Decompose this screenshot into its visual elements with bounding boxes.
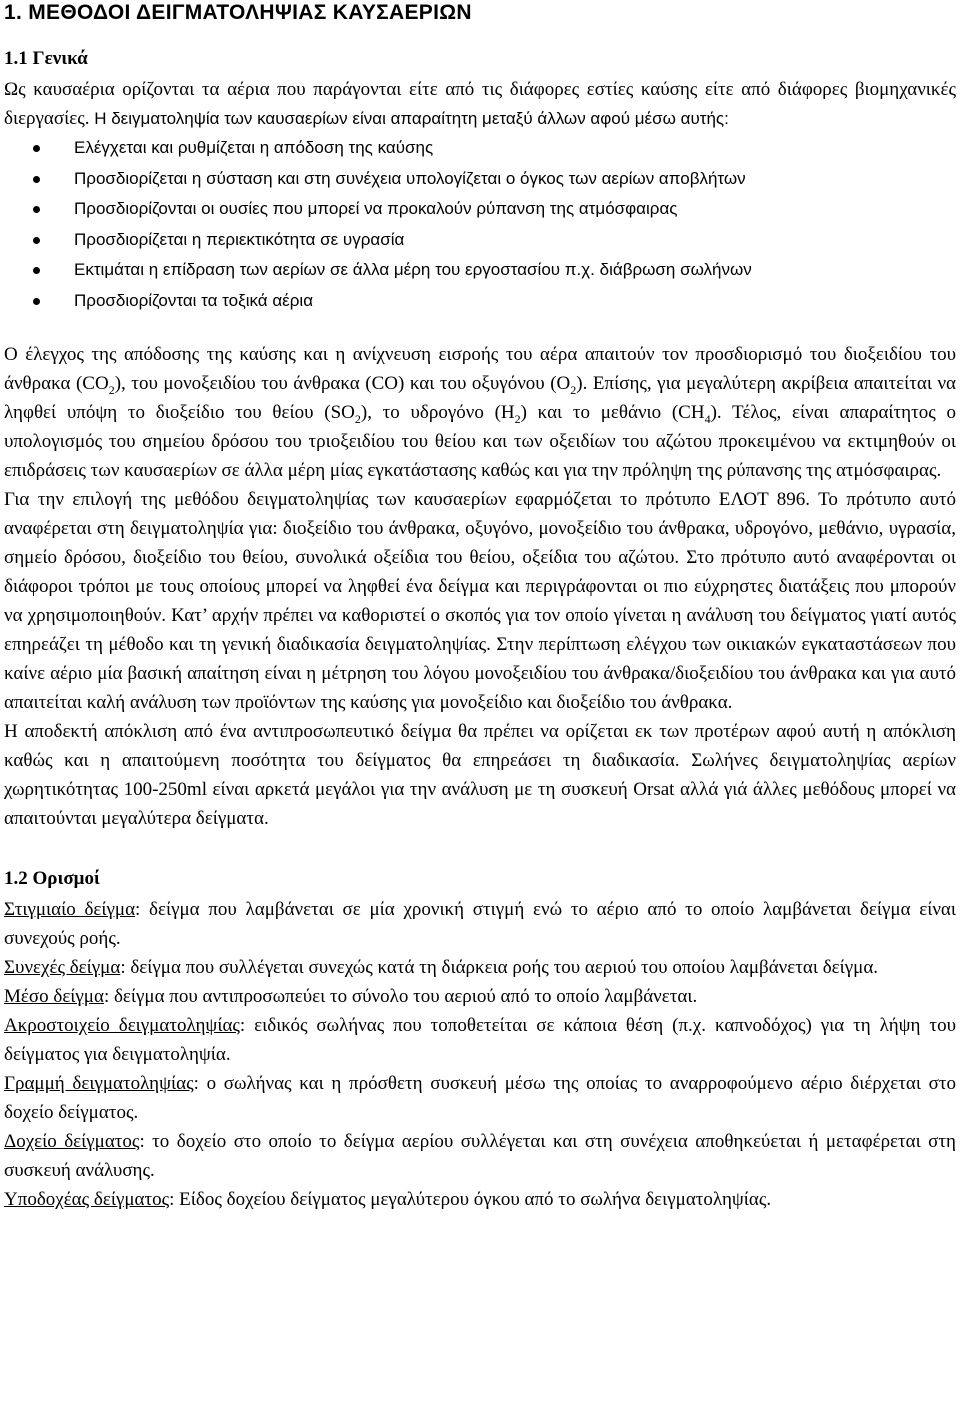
definition-term: Δοχείο δείγματος [4, 1131, 140, 1152]
intro-text-sans: Η δειγματοληψία των καυσαερίων είναι απαραίτητη μεταξύ άλλων αφού μέσω αυτής: [89, 109, 729, 128]
list-item-text: Εκτιμάται η επίδραση των αερίων σε άλλα μέρη του εργοστασίου π.χ. διάβρωση σωλήνων [74, 260, 752, 279]
intro-paragraph [4, 75, 956, 133]
list-item-text: Ελέγχεται και ρυθμίζεται η απόδοση της καύσης [74, 138, 434, 157]
bullet-icon [33, 206, 40, 213]
definition-term: Ακροστοιχείο δειγματοληψίας [4, 1015, 240, 1036]
list-item [4, 133, 956, 164]
list-item-text: Προσδιορίζεται η περιεκτικότητα σε υγρασία [74, 229, 405, 249]
bullet-icon [33, 145, 40, 152]
definition-text: : δείγμα που λαμβάνεται σε μία χρονική στιγμή ενώ το αέριο από το οποίο λαμβάνεται δείγμα είναι συνεχούς ροής. [4, 899, 956, 949]
subscript: 2 [570, 382, 577, 397]
list-item [4, 255, 956, 286]
para-text: Ο έλεγχος της απόδοσης της καύσης και η ανίχνευση εισροής του αέρα απαιτούν τον προσδιορισμό του διοξειδίου του άνθρακα (CO [4, 344, 956, 394]
para-text: ), το υδρογόνο (H [360, 402, 515, 423]
deviation-paragraph: Η αποδεκτή απόκλιση από ένα αντιπροσωπευτικό δείγμα θα πρέπει να ορίζεται εκ των προτέρων αφού αυτή η απόκλιση καθώς και η απαιτούμενη ποσότητα του δείγματος θα επηρεάσει τη διαδικασία. Σωλήνες δειγματοληψίας αερίων χωρητικότητας 100-250ml είναι αρκετά μεγάλοι για την ανάλυση με τη συσκευή Orsat αλλά γιά άλλες μεθόδους μπορεί να απαιτούνται μεγαλύτερα δείγματα. [4, 721, 956, 829]
combustion-control-paragraph [4, 340, 956, 485]
para-text: ) και το μεθάνιο (CH [520, 402, 705, 423]
definition-item [4, 1185, 956, 1214]
paragraph-spacer [4, 316, 956, 340]
list-item-text: Προσδιορίζεται η σύσταση και στη συνέχεια υπολογίζεται ο όγκος των αερίων αποβλήτων [74, 168, 746, 188]
definition-item [4, 982, 956, 1011]
para-text: ), του μονοξειδίου του άνθρακα (CO) και του οξυγόνου (O [114, 373, 571, 394]
chapter-heading: 1. ΜΕΘΟΔΟΙ ΔΕΙΓΜΑΤΟΛΗΨΙΑΣ ΚΑΥΣΑΕΡΙΩΝ [4, 1, 472, 24]
definition-text: : ο σωλήνας και η πρόσθετη συσκευή μέσω της οποίας το αναρροφούμενο αέριο διέρχεται στο δοχείο δείγματος. [4, 1073, 956, 1123]
list-item-text: Προσδιορίζονται τα τοξικά αέρια [74, 290, 314, 310]
bullet-icon [33, 176, 40, 183]
definition-item [4, 1127, 956, 1185]
section-heading-definitions: 1.2 Ορισμοί [4, 868, 100, 889]
definition-term: Μέσο δείγμα [4, 986, 104, 1007]
intro-text-serif: Ως καυσαέρια ορίζονται τα αέρια που παράγονται είτε από τις διάφορες εστίες καύσης είτε από διάφορες βιομηχανικές διεργασίες. [4, 79, 956, 129]
document-page [4, 0, 956, 1214]
definition-text: : Είδος δοχείου δείγματος μεγαλύτερου όγκου από το σωλήνα δειγματοληψίας. [169, 1189, 772, 1210]
para-text: ). Επίσης, για μεγαλύτερη ακρίβεια απαιτείται να ληφθεί υπόψη το διοξείδιο του θείου (SO [4, 373, 957, 423]
subscript: 2 [354, 411, 361, 426]
bullet-icon [33, 298, 40, 305]
purpose-list [4, 133, 956, 316]
definition-term: Υποδοχέας δείγματος [4, 1189, 170, 1210]
list-item [4, 164, 956, 195]
para-text: ). Τέλος, είναι απαραίτητος ο υπολογισμός του σημείου δρόσου του τριοξειδίου του θείου και των οξειδίων του αζώτου προκειμένου να εκτιμηθούν οι επιδράσεις των καυσαερίων σε άλλα μέρη μίας εγκατάστασης καθώς και για την πρόληψη της ρύπανσης της ατμόσφαιρας. [4, 402, 956, 481]
subscript: 2 [514, 411, 521, 426]
definitions-list [4, 895, 956, 1214]
standard-paragraph: Για την επιλογή της μεθόδου δειγματοληψίας των καυσαερίων εφαρμόζεται το πρότυπο ΕΛΟΤ 896. Το πρότυπο αυτό αναφέρεται στη δειγματοληψία για: διοξείδιο του άνθρακα, οξυγόνο, μονοξείδιο του άνθρακα, υδρογόνο, μεθάνιο, υγρασία, σημείο δρόσου, διοξείδιο του θείου, συνολικά οξείδια του θείου, οξείδια του αζώτου. Στο πρότυπο αυτό αναφέρονται οι διάφοροι τρόποι με τους οποίους μπορεί να ληφθεί ένα δείγμα και περιγράφονται οι πιο εύχρηστες διατάξεις που μπορούν να χρησιμοποιηθούν. Κατ’ αρχήν πρέπει να καθοριστεί ο σκοπός για τον οποίο γίνεται η ανάλυση του δείγματος γιατί αυτός επηρεάζει τη μέθοδο και τη γενική διαδικασία δειγματοληψίας. Στην περίπτωση ελέγχου των οικιακών εγκαταστάσεων που καίνε αέριο μία βασική απαίτηση είναι η μέτρηση του λόγου μονοξειδίου του άνθρακα/διοξειδίου του άνθρακα και για αυτό απαιτείται καλή ανάλυση των προϊόντων της καύσης για μονοξείδιο και διοξείδιο του άνθρακα. [4, 489, 956, 713]
definition-term: Στιγμιαίο δείγμα [4, 899, 136, 920]
definition-text: : δείγμα που συλλέγεται συνεχώς κατά τη διάρκεια ροής του αεριού του οποίου λαμβάνεται δείγμα. [120, 957, 879, 978]
bullet-icon [33, 237, 40, 244]
subscript: 4 [704, 411, 711, 426]
definition-term: Συνεχές δείγμα [4, 957, 121, 978]
definition-item [4, 895, 956, 953]
bullet-icon [33, 267, 40, 274]
definition-item [4, 953, 956, 982]
list-item [4, 286, 956, 317]
definition-text: : δείγμα που αντιπροσωπεύει το σύνολο του αεριού από το οποίο λαμβάνεται. [103, 986, 698, 1007]
list-item [4, 225, 956, 256]
definition-text: : ειδικός σωλήνας που τοποθετείται σε κάποια θέση (π.χ. καπνοδόχος) για τη λήψη του δείγματος για δειγματοληψία. [4, 1015, 956, 1065]
definition-text: : το δοχείο στο οποίο το δείγμα αερίου συλλέγεται και στη συνέχεια αποθηκεύεται ή μεταφέρεται στη συσκευή ανάλυσης. [4, 1131, 956, 1181]
list-item-text: Προσδιορίζονται οι ουσίες που μπορεί να προκαλούν ρύπανση της ατμόσφαιρας [74, 199, 678, 218]
definition-term: Γραμμή δειγματοληψίας [4, 1073, 194, 1094]
list-item [4, 194, 956, 225]
definition-item [4, 1011, 956, 1069]
subscript: 2 [108, 382, 115, 397]
definition-item [4, 1069, 956, 1127]
section-heading-general: 1.1 Γενικά [4, 48, 88, 69]
